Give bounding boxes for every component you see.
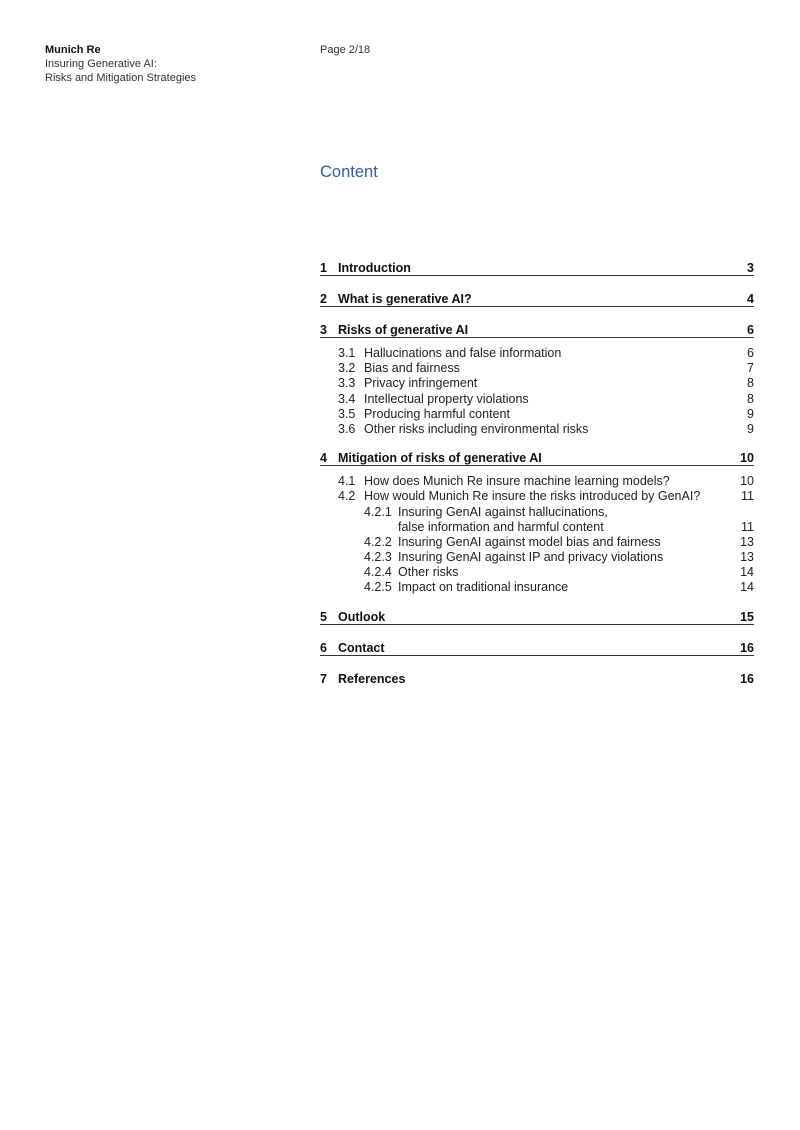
subsection-title: Insuring GenAI against model bias and fairness [398, 534, 661, 549]
toc-subsection-4-1[interactable] [320, 474, 754, 489]
subsection-number: 4.2.4 [364, 565, 392, 580]
section-page: 15 [740, 609, 754, 624]
subsection-page: 9 [747, 406, 754, 421]
section-page: 16 [740, 640, 754, 655]
section-page: 4 [747, 292, 754, 306]
document-title-line1: Insuring Generative AI: [45, 58, 157, 70]
toc-subsection-3-3[interactable] [320, 376, 754, 391]
subsection-page: 8 [747, 376, 754, 391]
toc-section-3-subsections [320, 338, 754, 444]
section-number: 7 [320, 671, 327, 686]
section-number: 5 [320, 609, 327, 624]
subsection-number: 4.2.2 [364, 534, 392, 549]
subsection-number: 3.4 [338, 391, 356, 406]
subsection-title: Insuring GenAI against hallucinations, [398, 504, 608, 519]
toc-section-1[interactable] [320, 254, 754, 276]
subsection-number: 3.5 [338, 406, 356, 421]
subsection-title: Producing harmful content [364, 406, 510, 421]
subsection-number: 4.2.3 [364, 550, 392, 565]
subsection-number [364, 520, 398, 535]
section-title: Risks of generative AI [338, 323, 469, 337]
toc-subsection-4-2-3[interactable] [320, 550, 754, 565]
brand-name: Munich Re [45, 44, 101, 56]
toc-section-3[interactable] [320, 316, 754, 338]
toc-section-4-subsections [320, 466, 754, 603]
subsection-page: 13 [740, 534, 754, 549]
subsection-number: 3.1 [338, 346, 356, 360]
section-number: 4 [320, 451, 327, 466]
toc-section-2[interactable] [320, 285, 754, 307]
section-title: Contact [338, 640, 385, 655]
subsection-number: 4.2 [338, 489, 356, 504]
subsection-title: How would Munich Re insure the risks introduced by GenAI? [364, 489, 701, 504]
toc-subsection-3-5[interactable] [320, 407, 754, 422]
toc-subsection-3-4[interactable] [320, 392, 754, 407]
toc-subsection-3-1[interactable] [320, 346, 754, 361]
section-title: What is generative AI? [338, 292, 472, 306]
content-heading: Content [320, 163, 378, 181]
subsection-number: 3.6 [338, 421, 356, 436]
subsection-title: Other risks [398, 565, 459, 580]
subsection-title: How does Munich Re insure machine learning models? [364, 474, 670, 489]
toc-section-4[interactable] [320, 444, 754, 466]
page-number: Page 2/18 [320, 44, 371, 56]
section-title: Introduction [338, 261, 411, 275]
toc-subsection-3-6[interactable] [320, 422, 754, 437]
toc-section-5[interactable] [320, 603, 754, 625]
section-number: 1 [320, 261, 327, 275]
subsection-page: 8 [747, 391, 754, 406]
subsection-page: 14 [740, 580, 754, 595]
subsection-title: Intellectual property violations [364, 391, 529, 406]
subsection-title: Other risks including environmental risks [364, 421, 589, 436]
subsection-title: false information and harmful content [398, 519, 604, 534]
subsection-number: 4.2.1 [364, 504, 392, 519]
toc-subsection-4-2-2[interactable] [320, 535, 754, 550]
section-number: 2 [320, 292, 327, 306]
subsection-title: Privacy infringement [364, 376, 478, 391]
section-number: 3 [320, 323, 327, 337]
table-of-contents [320, 254, 754, 695]
section-title: Mitigation of risks of generative AI [338, 451, 542, 466]
subsection-page: 14 [740, 565, 754, 580]
subsection-page: 9 [747, 421, 754, 436]
subsection-title: Hallucinations and false information [364, 346, 562, 360]
subsection-page: 11 [741, 519, 754, 534]
toc-subsection-4-2-4[interactable] [320, 565, 754, 580]
subsection-title: Bias and fairness [364, 361, 460, 376]
toc-section-6[interactable] [320, 634, 754, 656]
toc-subsection-3-2[interactable] [320, 361, 754, 376]
subsection-title: Insuring GenAI against IP and privacy violations [398, 550, 664, 565]
subsection-page: 10 [740, 474, 754, 489]
section-page: 6 [747, 323, 754, 337]
document-header [45, 43, 196, 85]
section-title: Outlook [338, 609, 386, 624]
subsection-title: Impact on traditional insurance [398, 580, 569, 595]
subsection-number: 4.2.5 [364, 580, 392, 595]
subsection-number: 3.3 [338, 376, 356, 391]
subsection-page: 11 [741, 489, 754, 504]
toc-subsection-4-2-1-continued[interactable] [320, 520, 754, 535]
section-page: 16 [740, 671, 754, 686]
document-title-line2: Risks and Mitigation Strategies [45, 72, 197, 84]
toc-subsection-4-2-5[interactable] [320, 580, 754, 595]
subsection-number: 3.2 [338, 361, 356, 376]
section-title: References [338, 671, 406, 686]
section-number: 6 [320, 640, 327, 655]
subsection-number: 4.1 [338, 474, 356, 489]
subsection-page: 13 [740, 550, 754, 565]
section-page: 3 [747, 261, 754, 275]
toc-subsection-4-2[interactable] [320, 489, 754, 504]
toc-section-7[interactable] [320, 665, 754, 686]
toc-subsection-4-2-1[interactable] [320, 505, 754, 520]
subsection-page: 6 [747, 346, 754, 360]
subsection-page: 7 [747, 361, 754, 376]
section-page: 10 [740, 451, 754, 466]
